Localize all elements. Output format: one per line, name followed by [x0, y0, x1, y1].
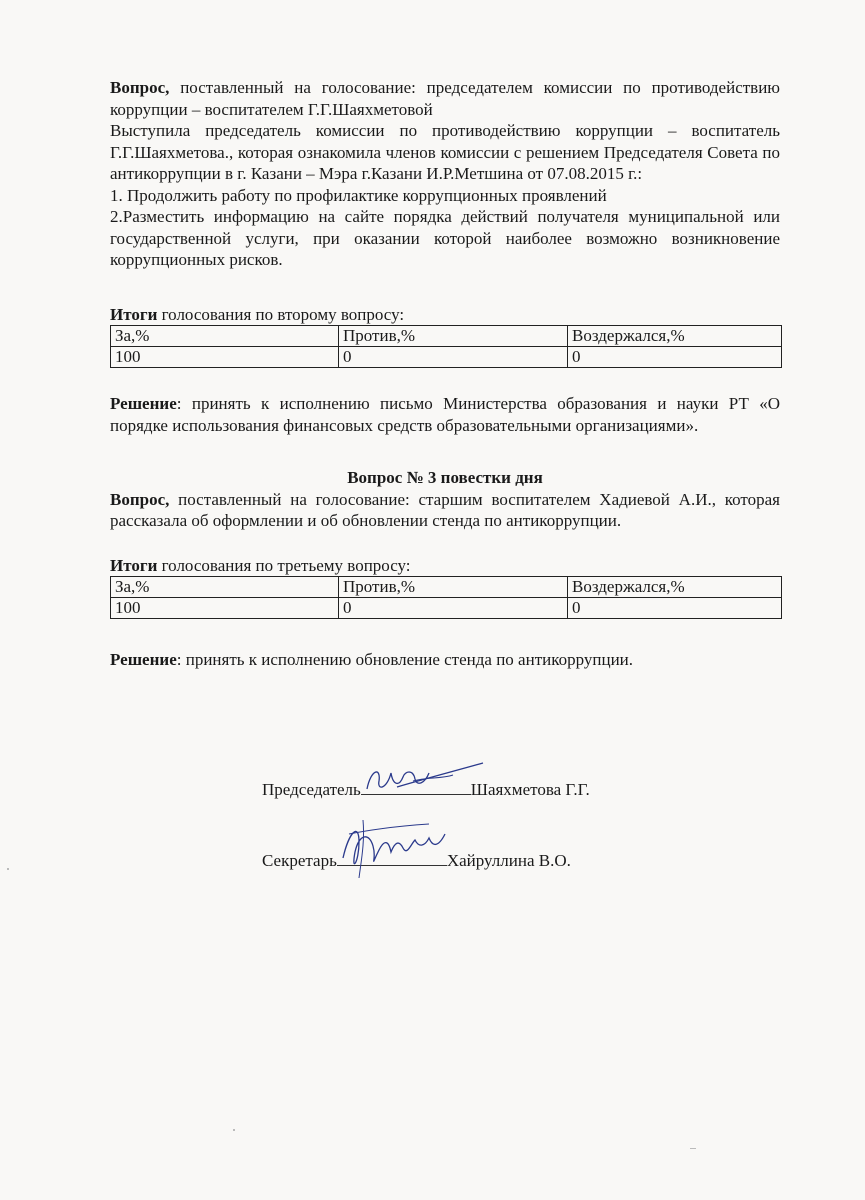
header-abstained: Воздержался,% — [568, 326, 782, 347]
q2-decision-label: Решение — [110, 394, 177, 413]
table-header-row — [111, 326, 782, 347]
header-for: За,% — [111, 326, 339, 347]
q2-votes-table — [110, 325, 782, 368]
q2-question-label: Вопрос, — [110, 78, 170, 97]
q3-results-title — [110, 555, 780, 577]
value-for: 100 — [111, 598, 339, 619]
header-against: Против,% — [339, 577, 568, 598]
q3-results-text: голосования по третьему вопросу: — [157, 555, 411, 575]
q3-decision — [110, 649, 780, 671]
q2-results-text: голосования по второму вопросу: — [157, 304, 405, 324]
q3-question-text: поставленный на голосование: старшим воспитателем Хадиевой А.И., которая рассказала об оформлении и об обновлении стенда по антикоррупции. — [110, 489, 780, 530]
chair-name: Шаяхметова Г.Г. — [470, 780, 590, 799]
handwritten-signature-icon — [357, 759, 487, 799]
q3-decision-text: : принять к исполнению обновление стенда по антикоррупции. — [176, 650, 634, 669]
q2-item-2: 2.Разместить информацию на сайте порядка действий получателя муниципальной или государственной услуги, при оказании которой наиболее возможно возникновение коррупционных рисков. — [110, 207, 780, 269]
q3-votes-table — [110, 576, 782, 619]
value-abstained: 0 — [568, 598, 782, 619]
q3-question — [110, 489, 780, 532]
q2-question — [110, 77, 780, 120]
q2-decision-text: : принять к исполнению письмо Министерства образования и науки РТ «О порядке использования финансовых средств образовательными организациями». — [110, 394, 780, 435]
header-for: За,% — [111, 577, 339, 598]
q2-decision — [110, 393, 780, 436]
value-abstained: 0 — [568, 347, 782, 368]
q2-results-label: Итоги — [110, 304, 158, 324]
q2-results-title — [110, 304, 780, 326]
handwritten-signature-icon — [329, 812, 459, 882]
chair-title: Председатель — [262, 780, 361, 799]
q3-results-label: Итоги — [110, 555, 158, 575]
chair-signature-line — [262, 777, 590, 800]
secretary-title: Секретарь — [262, 851, 337, 870]
table-row — [111, 347, 782, 368]
secretary-signature — [337, 848, 447, 866]
scan-speck — [7, 868, 9, 870]
header-against: Против,% — [339, 326, 568, 347]
q2-item-1: 1. Продолжить работу по профилактике коррупционных проявлений — [110, 185, 607, 205]
chair-signature — [361, 777, 471, 795]
document-body — [110, 77, 780, 671]
q2-question-text: поставленный на голосование: председателем комиссии по противодействию коррупции – воспитателем Г.Г.Шаяхметовой — [110, 78, 780, 119]
scan-speck — [233, 1129, 235, 1131]
value-against: 0 — [339, 598, 568, 619]
table-header-row — [111, 577, 782, 598]
secretary-name: Хайруллина В.О. — [446, 851, 571, 870]
q3-decision-label: Решение — [110, 650, 177, 669]
value-for: 100 — [111, 347, 339, 368]
header-abstained: Воздержался,% — [568, 577, 782, 598]
q3-question-label: Вопрос, — [110, 489, 170, 509]
q3-heading: Вопрос № 3 повестки дня — [347, 468, 543, 487]
value-against: 0 — [339, 347, 568, 368]
secretary-signature-line — [262, 848, 571, 871]
q2-speech: Выступила председатель комиссии по противодействию коррупции – воспитатель Г.Г.Шаяхметова., которая ознакомила членов комиссии с решением Председателя Совета по антикоррупции в г. Казани – Мэра г.Казани И.Р.Метшина от 07.08.2015 г.: — [110, 121, 780, 183]
scan-speck — [690, 1148, 696, 1149]
table-row — [111, 598, 782, 619]
